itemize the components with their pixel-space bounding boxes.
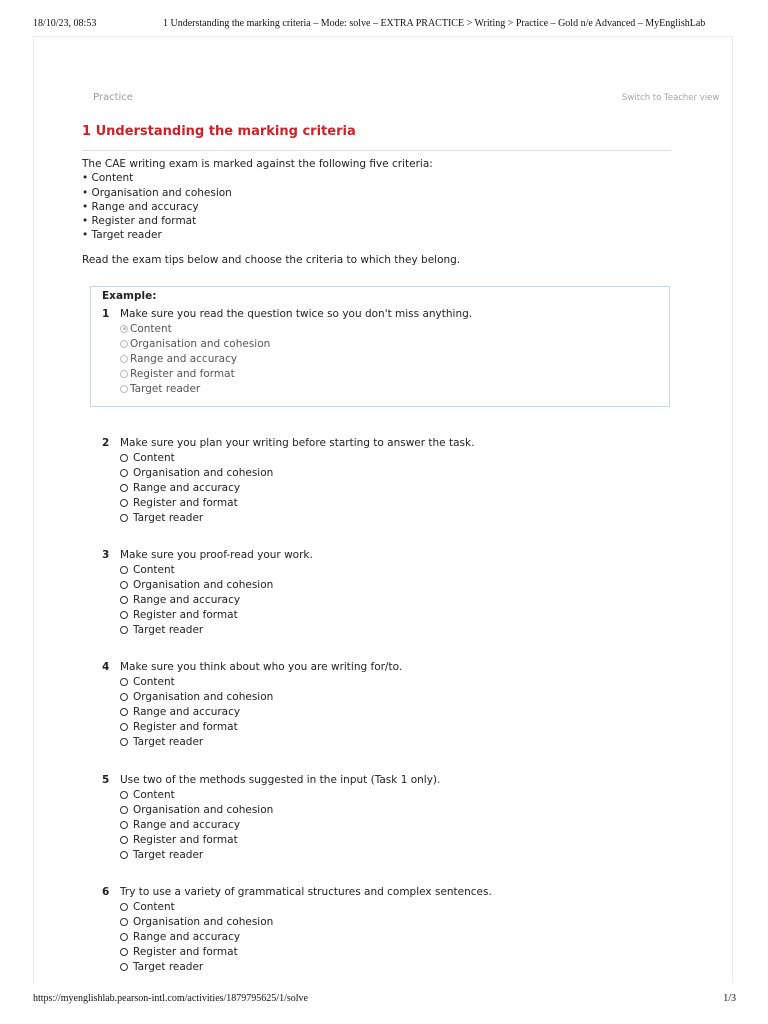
radio-button[interactable] <box>120 693 128 701</box>
print-title: 1 Understanding the marking criteria – Mode: solve – EXTRA PRACTICE > Writing > Practice – Gold n/e Advanced – MyEnglishLab <box>163 18 706 29</box>
switch-teacher-view-link[interactable]: Switch to Teacher view <box>622 93 720 103</box>
option-target-reader[interactable] <box>120 847 662 862</box>
radio-button[interactable] <box>120 903 128 911</box>
option-content[interactable] <box>120 787 662 802</box>
option-label: Range and accuracy <box>133 930 241 943</box>
radio-button[interactable] <box>120 723 128 731</box>
option-label: Content <box>133 563 175 576</box>
option-label: Register and format <box>133 720 238 733</box>
question-number: 4 <box>102 660 110 673</box>
option-label: Register and format <box>133 945 238 958</box>
option-label: Organisation and cohesion <box>130 337 271 350</box>
option-label: Content <box>130 322 172 335</box>
option-label: Register and format <box>133 608 238 621</box>
question-row <box>102 772 662 787</box>
option-content <box>120 321 662 336</box>
radio-button[interactable] <box>120 738 128 746</box>
print-date: 18/10/23, 08:53 <box>33 18 97 29</box>
option-label: Content <box>133 900 175 913</box>
option-label: Range and accuracy <box>130 352 238 365</box>
option-content[interactable] <box>120 450 662 465</box>
question-row <box>102 435 662 450</box>
radio-button[interactable] <box>120 596 128 604</box>
option-label: Target reader <box>133 960 204 973</box>
option-organisation-and-cohesion[interactable] <box>120 577 662 592</box>
option-organisation-and-cohesion <box>120 336 662 351</box>
radio-button[interactable] <box>120 708 128 716</box>
radio-button[interactable] <box>120 514 128 522</box>
question-text: Make sure you proof-read your work. <box>120 548 313 561</box>
radio-button[interactable] <box>120 581 128 589</box>
radio-button[interactable] <box>120 963 128 971</box>
question-6 <box>102 884 662 974</box>
radio-button[interactable] <box>120 469 128 477</box>
option-label: Content <box>133 451 175 464</box>
radio-button[interactable] <box>120 611 128 619</box>
option-range-and-accuracy <box>120 351 662 366</box>
option-content[interactable] <box>120 674 662 689</box>
radio-button[interactable] <box>120 626 128 634</box>
option-label: Register and format <box>130 367 235 380</box>
question-5 <box>102 772 662 862</box>
intro-line: • Organisation and cohesion <box>82 186 232 199</box>
option-label: Target reader <box>130 382 201 395</box>
radio-button[interactable] <box>120 454 128 462</box>
option-content[interactable] <box>120 562 662 577</box>
question-number: 3 <box>102 548 110 561</box>
radio-button[interactable] <box>120 678 128 686</box>
option-label: Range and accuracy <box>133 593 241 606</box>
option-target-reader[interactable] <box>120 734 662 749</box>
option-label: Content <box>133 675 175 688</box>
option-organisation-and-cohesion[interactable] <box>120 689 662 704</box>
option-range-and-accuracy[interactable] <box>120 704 662 719</box>
option-organisation-and-cohesion[interactable] <box>120 914 662 929</box>
instruction-text: Read the exam tips below and choose the criteria to which they belong. <box>82 254 461 266</box>
option-register-and-format[interactable] <box>120 944 662 959</box>
question-text: Make sure you think about who you are writing for/to. <box>120 660 403 673</box>
print-footer <box>33 993 736 1007</box>
radio-button[interactable] <box>120 948 128 956</box>
option-label: Organisation and cohesion <box>133 466 274 479</box>
intro-line: • Content <box>82 172 134 185</box>
question-number: 5 <box>102 773 110 786</box>
option-organisation-and-cohesion[interactable] <box>120 465 662 480</box>
breadcrumb[interactable]: Practice <box>93 92 133 103</box>
option-target-reader[interactable] <box>120 510 662 525</box>
title-divider <box>82 150 671 151</box>
radio-button <box>120 340 128 348</box>
question-text: Use two of the methods suggested in the input (Task 1 only). <box>120 773 441 786</box>
radio-button <box>120 355 128 363</box>
question-number: 2 <box>102 436 110 449</box>
option-label: Register and format <box>133 496 238 509</box>
option-target-reader[interactable] <box>120 622 662 637</box>
example-label: Example: <box>102 290 157 302</box>
print-header <box>33 18 733 32</box>
radio-button[interactable] <box>120 918 128 926</box>
option-content[interactable] <box>120 899 662 914</box>
option-register-and-format[interactable] <box>120 832 662 847</box>
radio-button[interactable] <box>120 821 128 829</box>
intro-line: • Register and format <box>82 215 197 228</box>
option-range-and-accuracy[interactable] <box>120 817 662 832</box>
option-label: Target reader <box>133 511 204 524</box>
option-target-reader <box>120 381 662 396</box>
option-range-and-accuracy[interactable] <box>120 592 662 607</box>
radio-button[interactable] <box>120 851 128 859</box>
option-label: Target reader <box>133 848 204 861</box>
radio-button <box>120 325 128 333</box>
radio-button[interactable] <box>120 566 128 574</box>
option-label: Register and format <box>133 833 238 846</box>
option-label: Organisation and cohesion <box>133 690 274 703</box>
print-page-number: 1/3 <box>723 993 736 1004</box>
radio-button[interactable] <box>120 836 128 844</box>
option-label: Organisation and cohesion <box>133 578 274 591</box>
question-3 <box>102 547 662 637</box>
option-register-and-format[interactable] <box>120 607 662 622</box>
radio-button <box>120 370 128 378</box>
example-question <box>102 306 662 396</box>
intro-line: The CAE writing exam is marked against the following five criteria: <box>82 158 433 170</box>
question-row <box>102 884 662 899</box>
intro-line: • Target reader <box>82 229 162 242</box>
radio-button[interactable] <box>120 806 128 814</box>
option-target-reader[interactable] <box>120 959 662 974</box>
option-range-and-accuracy[interactable] <box>120 929 662 944</box>
option-organisation-and-cohesion[interactable] <box>120 802 662 817</box>
option-range-and-accuracy[interactable] <box>120 480 662 495</box>
print-url: https://myenglishlab.pearson-intl.com/activities/1879795625/1/solve <box>33 993 308 1004</box>
question-text: Make sure you plan your writing before starting to answer the task. <box>120 436 475 449</box>
question-text: Make sure you read the question twice so you don't miss anything. <box>120 307 473 320</box>
question-row <box>102 547 662 562</box>
question-row <box>102 659 662 674</box>
option-register-and-format[interactable] <box>120 719 662 734</box>
option-label: Range and accuracy <box>133 481 241 494</box>
option-label: Target reader <box>133 623 204 636</box>
option-label: Range and accuracy <box>133 818 241 831</box>
intro-text <box>82 157 433 243</box>
radio-button <box>120 385 128 393</box>
question-text: Try to use a variety of grammatical structures and complex sentences. <box>120 885 492 898</box>
radio-button[interactable] <box>120 499 128 507</box>
option-register-and-format <box>120 366 662 381</box>
radio-button[interactable] <box>120 484 128 492</box>
question-number: 6 <box>102 885 110 898</box>
option-label: Content <box>133 788 175 801</box>
question-4 <box>102 659 662 749</box>
question-row <box>102 306 662 321</box>
question-number: 1 <box>102 307 110 320</box>
page-title: 1 Understanding the marking criteria <box>82 124 356 139</box>
radio-button[interactable] <box>120 933 128 941</box>
option-label: Organisation and cohesion <box>133 915 274 928</box>
option-label: Range and accuracy <box>133 705 241 718</box>
radio-button[interactable] <box>120 791 128 799</box>
option-label: Target reader <box>133 735 204 748</box>
question-2 <box>102 435 662 525</box>
option-label: Organisation and cohesion <box>133 803 274 816</box>
option-register-and-format[interactable] <box>120 495 662 510</box>
intro-line: • Range and accuracy <box>82 200 199 213</box>
